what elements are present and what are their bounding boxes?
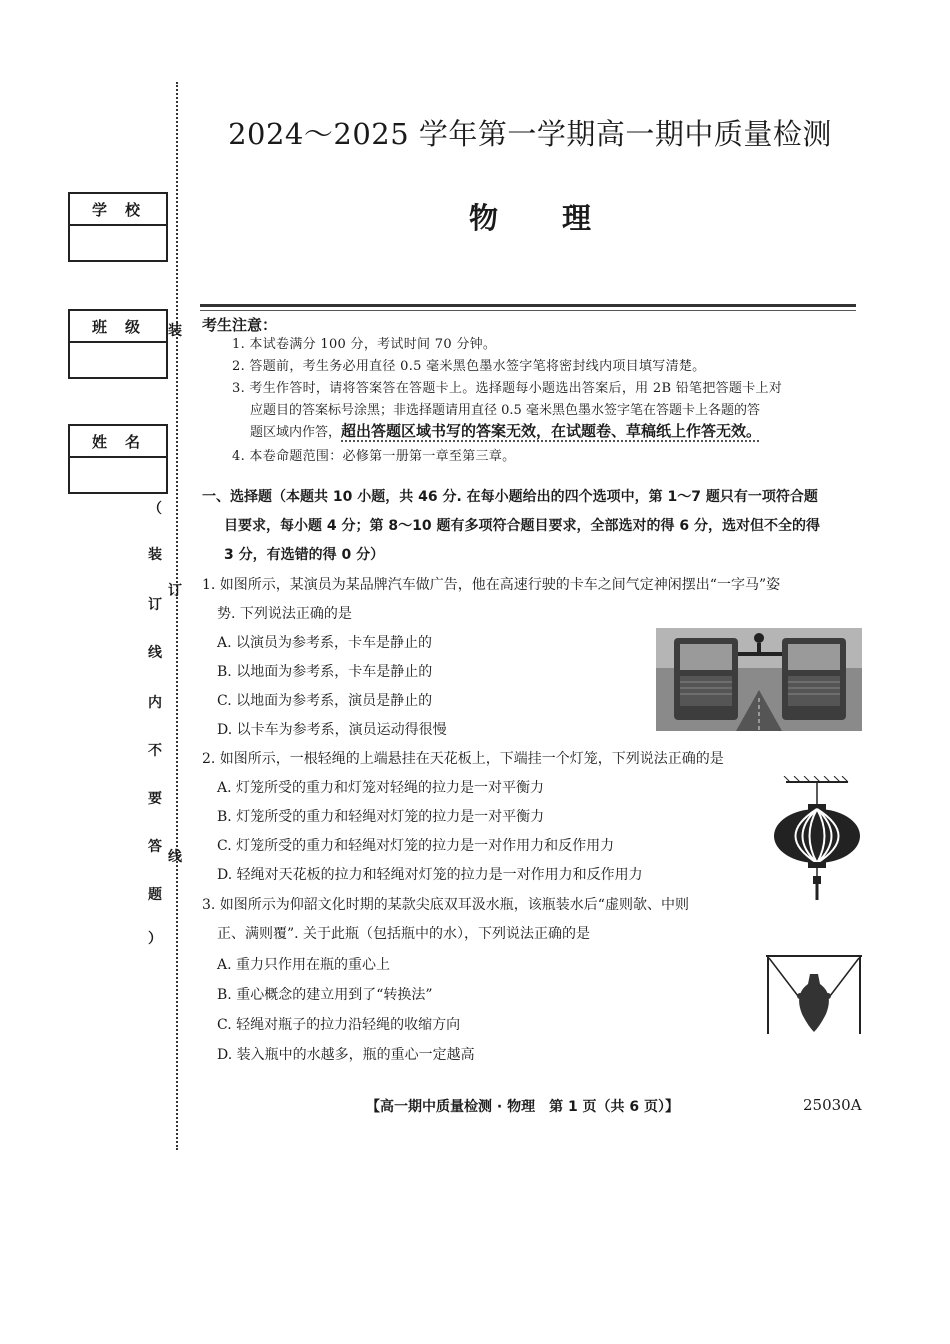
exam-code: 25030A (803, 1096, 862, 1114)
class-field-label: 班级 (70, 311, 166, 343)
binding-char-ding: 订 (168, 583, 182, 599)
binding-char-xian: 线 (168, 849, 182, 865)
binding-dotted-line (176, 82, 178, 1150)
option-d[interactable]: D. 装入瓶中的水越多，瓶的重心一定越高 (217, 1047, 475, 1063)
option-a[interactable]: A. 重力只作用在瓶的重心上 (217, 957, 391, 973)
school-field-input[interactable] (70, 226, 166, 260)
binding-char-zhuang: 装 (168, 323, 182, 339)
notice-item: 1. 本试卷满分 100 分，考试时间 70 分钟。 (232, 337, 497, 352)
section-heading: 一、选择题（本题共 10 小题，共 46 分. 在每小题给出的四个选项中，第 1～7 题只有一项符合题 (202, 489, 818, 505)
vertical-note-char: ） (148, 931, 162, 947)
notice-item-continuation: 应题目的答案标号涂黑；非选择题请用直径 0.5 毫米黑色墨水签字笔在答题卡上各题的答 (250, 403, 760, 418)
option-c[interactable]: C. 轻绳对瓶子的拉力沿轻绳的收缩方向 (217, 1017, 461, 1033)
option-d[interactable]: D. 以卡车为参考系，演员运动得很慢 (217, 722, 447, 738)
name-field-label: 姓名 (70, 426, 166, 458)
option-d[interactable]: D. 轻绳对天花板的拉力和轻绳对灯笼的拉力是一对作用力和反作用力 (217, 867, 643, 883)
vertical-note-char: 题 (148, 887, 162, 903)
vertical-note-char: 装 (148, 547, 162, 563)
vertical-note-char: 要 (148, 791, 162, 807)
vertical-note-char: 线 (148, 645, 162, 661)
section-heading-line: 3 分，有选错的得 0 分） (224, 547, 385, 563)
vertical-note-char: （ (148, 501, 162, 517)
page-footer: 【高一期中质量检测 · 物理 第 1 页（共 6 页）】 (366, 1099, 680, 1115)
section-heading-line: 目要求，每小题 4 分；第 8～10 题有多项符合题目要求，全部选对的得 6 分，选对但不全的得 (224, 518, 820, 534)
header-divider-thin (200, 310, 856, 311)
notice-emphasis: 超出答题区域书写的答案无效，在试题卷、草稿纸上作答无效。 (341, 422, 762, 440)
school-field-box[interactable] (68, 192, 168, 262)
notice-item: 2. 答题前，考生务必用直径 0.5 毫米黑色墨水签字笔将密封线内项目填写清楚。 (232, 359, 706, 374)
option-c[interactable]: C. 灯笼所受的重力和轻绳对灯笼的拉力是一对作用力和反作用力 (217, 838, 615, 854)
notice-item-plain: 题区域内作答， (250, 425, 342, 440)
option-b[interactable]: B. 以地面为参考系，卡车是静止的 (217, 664, 433, 680)
vertical-note-char: 答 (148, 839, 162, 855)
notice-item: 4. 本卷命题范围：必修第一册第一章至第三章。 (232, 449, 516, 464)
vertical-note-char: 内 (148, 695, 162, 711)
exam-title: 2024～2025 学年第一学期高一期中质量检测 (228, 117, 832, 151)
trucks-photo (656, 628, 862, 731)
class-field-box[interactable] (68, 309, 168, 379)
question-stem: 1. 如图所示，某演员为某品牌汽车做广告，他在高速行驶的卡车之间气定神闲摆出“一字马”姿 (202, 577, 781, 593)
question-stem: 2. 如图所示，一根轻绳的上端悬挂在天花板上，下端挂一个灯笼，下列说法正确的是 (202, 751, 724, 767)
question-stem: 正、满则覆”. 关于此瓶（包括瓶中的水），下列说法正确的是 (217, 926, 591, 942)
name-field-box[interactable] (68, 424, 168, 494)
class-field-input[interactable] (70, 343, 166, 377)
lantern-figure (768, 776, 866, 902)
option-c[interactable]: C. 以地面为参考系，演员是静止的 (217, 693, 433, 709)
subject-title: 物理 (468, 201, 655, 235)
option-b[interactable]: B. 灯笼所受的重力和轻绳对灯笼的拉力是一对平衡力 (217, 809, 545, 825)
header-divider (200, 304, 856, 307)
question-stem: 3. 如图所示为仰韶文化时期的某款尖底双耳汲水瓶，该瓶装水后“虚则欹、中则 (202, 897, 689, 913)
water-bottle-figure (764, 954, 864, 1036)
option-a[interactable]: A. 灯笼所受的重力和灯笼对轻绳的拉力是一对平衡力 (217, 780, 545, 796)
notice-item: 3. 考生作答时，请将答案答在答题卡上。选择题每小题选出答案后，用 2B 铅笔把答题卡上对 (232, 381, 783, 396)
notice-heading: 考生注意： (202, 316, 278, 334)
name-field-input[interactable] (70, 458, 166, 492)
option-b[interactable]: B. 重心概念的建立用到了“转换法” (217, 987, 433, 1003)
option-a[interactable]: A. 以演员为参考系，卡车是静止的 (217, 635, 433, 651)
notice-item-continuation (250, 420, 862, 444)
school-field-label: 学校 (70, 194, 166, 226)
vertical-note-char: 订 (148, 597, 162, 613)
question-stem: 势. 下列说法正确的是 (217, 606, 352, 622)
vertical-note-char: 不 (148, 743, 162, 759)
